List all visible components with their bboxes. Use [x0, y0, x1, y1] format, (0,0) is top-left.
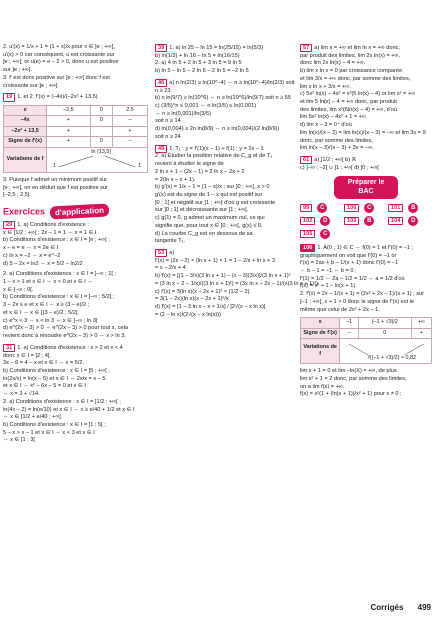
table-cell: +	[47, 116, 90, 126]
text-line: tangente T₁.	[155, 238, 186, 245]
exercise-57	[300, 44, 432, 153]
text-line: d) ln(0,004) ≥ 2n ln(8/9) ⇔ n ≥ ln(0,004)/(2 ln(8/9))	[155, 126, 280, 133]
text-line: revient à étudier le signe de	[155, 161, 224, 168]
answer-badge: C	[364, 203, 374, 213]
text-line: 2. f'(x) = 2x – 1/(x + 1) = (2x² + 2x – 1)/(x + 1) ; sur	[300, 291, 425, 298]
exercise-number: 102	[300, 217, 315, 225]
text-line: = (2 – ln x)/(2√(x – x ln(x)))	[155, 311, 222, 318]
text-line: ln(4x – 2) = ln(e/10) et x ∈ I ⇔ x ≥ e/40 + 1/2 et x ∈ I	[3, 406, 135, 413]
text-line: x – e = e ⇔ x = 2e ∈ I	[3, 245, 59, 252]
text-line: 3 – 2x ≤ e et x ∈ I ⇔ x ≥ (3 – e)/2 ;	[3, 302, 90, 309]
text-line: ⇔ x ∈ ]1 ; 3[	[3, 437, 35, 444]
table-cell: Signe de f'(x)	[301, 328, 340, 338]
section-header	[3, 205, 148, 217]
text-line: même que celui de 2x² + 2x – 1.	[300, 306, 380, 313]
text-line: sur ]0 ; 1[ et décroissante sur ]1 ; +∞[.	[155, 207, 249, 214]
table-cell: +	[411, 328, 431, 338]
text-line: f'(1) = 1/2 ⇔ 2a – 1/2 = 1/2 ⇔ a = 1/2 d'où	[300, 275, 405, 282]
table-cell: 0	[90, 116, 112, 126]
exercise-number: 104	[388, 217, 403, 225]
exercise-number: 100	[344, 204, 359, 212]
text-line: b) Conditions d'existence : x ∈ I = ]1 ; 5[ ;	[3, 421, 106, 428]
text-line: b) ln 5 – ln 5 – 2 ln 5 – 2 ln 5 = –2 ln 5	[155, 68, 249, 75]
exercise-106	[300, 244, 432, 399]
bac-item	[300, 203, 344, 213]
text-line: on a lim f(x) = +∞.	[300, 383, 345, 390]
text-line: f'(x) = 2ax + b – 1/(x + 1) donc f'(0) = –1	[300, 260, 399, 267]
exercise-19	[3, 93, 148, 200]
text-line: a)	[169, 249, 175, 256]
exercise-number: 53	[155, 249, 167, 257]
text-line: c) e^x < 3 ⇔ x < ln 3 ⇔ x ∈ ]–∞ ; ln 3[	[3, 317, 98, 324]
text-line: par produit des limites, lim 2x ln(x) = +∞,	[300, 52, 401, 59]
exercise-39	[155, 44, 293, 76]
text-line: ⇔ n ≥ ln(0,001)/ln(3/5)	[155, 110, 211, 117]
text-line: donc lim 2x ln(x) – 4 = +∞.	[300, 60, 366, 67]
text-line: graphiquement on voit que f'(0) = –1 or	[300, 252, 397, 259]
text-line: 5 – x > x – 1 et x ∈ I ⇔ x < 3 et x ∈ I	[3, 429, 95, 436]
text-line: b) n ln(9/7) ≥ ln(10^6) ⇔ n ≥ ln(10^6)/ln(9/7) soit n ≥ 55	[155, 95, 292, 102]
text-line: d) 5 – 2x = ln2 ⇔ x = 5/2 – ln2/2	[3, 260, 83, 267]
right-value: 1	[138, 163, 142, 170]
variation-table	[3, 105, 148, 173]
text-line: et lim 3/x = +∞ donc, par somme des limites,	[300, 75, 411, 82]
table-cell: (–1 + √3)/2	[358, 318, 411, 328]
exercise-number: 103	[344, 217, 359, 225]
text-line: revient donc à résoudre e^(2x – 3) > 0 ⇔ x > ln 3.	[3, 333, 126, 340]
table-cell: –	[340, 328, 359, 338]
text-line: croissante sur ]e ; +∞[.	[3, 82, 60, 89]
text-line: n ≥ 23	[155, 87, 171, 94]
bac-item	[300, 216, 344, 226]
bac-item	[344, 203, 388, 213]
text-line: ]–1 ; +∞[, x + 1 > 0 donc le signe de f'(x) est le	[300, 298, 415, 305]
exercise-49	[155, 145, 293, 246]
exercise-number: 29	[3, 221, 15, 229]
text-line: 2. a) Conditions d'existence : x ∈ I = ]1/2 ; +∞[ ;	[3, 398, 121, 405]
text-line: soit n ≥ 14	[155, 118, 181, 125]
text-line: lim ln(x)/(x – 3) = lim ln(x)/(x – 3) = –∞ et lim 3x = 9	[300, 129, 426, 136]
answer-badge: B	[408, 203, 418, 213]
text-line: x ∈ ]–∞ ; 0[.	[3, 286, 34, 293]
text-line: b) lim x ln x = 0 par croissance comparée	[300, 68, 403, 75]
text-line: lim x² + 1 = 2 donc, par somme des limites,	[300, 375, 407, 382]
exercise-continuation	[3, 44, 148, 90]
text-line: et x ∈ I ⇔ x² – 6x – 5 = 0 et x ∈ I	[3, 383, 86, 390]
text-line: [e ; +∞[, on en déduit que f est positive sur	[3, 184, 108, 191]
table-cell: +	[112, 126, 147, 136]
column-left	[3, 44, 148, 448]
exercise-number: 39	[155, 44, 167, 52]
answer-badge: B	[364, 216, 374, 226]
left-value: 1	[53, 163, 57, 170]
exercise-number: 19	[3, 93, 15, 101]
text-line: c) g(1) = 0, g admet un maximum nul, ce qui	[155, 215, 265, 222]
text-line: ⇔ x ∈ [1/2 + e/40 ; +∞[.	[3, 414, 63, 421]
section-title: Exercices	[3, 206, 46, 217]
text-line: lim ln(x – 3)/(x – 3) + 3x = –∞.	[300, 145, 374, 152]
answer-badge: D	[408, 216, 418, 226]
text-line: 3x – 6 = 4 – x et x ∈ I ⇔ x = 5/2.	[3, 360, 85, 367]
table-cell: –4x	[4, 116, 47, 126]
exercise-number: 105	[300, 230, 315, 238]
text-line: ]e ; +∞[; or u(e) = e – 2 > 0, donc u est positive	[3, 59, 119, 66]
chapter-label: Corrigés	[370, 602, 404, 612]
page-number: 499	[417, 602, 431, 612]
table-cell: +	[47, 137, 90, 147]
text-line: d) e^(2x – 3) > 0 ⇔ e^(2x – 3) > 0 pour tout x, cela	[3, 325, 128, 332]
exercise-number: 49	[155, 145, 167, 153]
text-line: c) 5x² ln(x) – 4x² = x²(5 ln(x) – 4) or lim x² = +∞	[300, 91, 416, 98]
text-line: = (3 ln x – 2 – 1/x)/((3 ln x + 1)²) = (3x ln x – 2x – 1)/(x(3 ln x + 1)²)	[155, 280, 318, 287]
text-line: 3. Puisque f admet un minimum positif sur	[3, 176, 108, 183]
text-line: 2 ln x + 1 – (2x – 1) = 2 ln x – 2x + 2	[155, 168, 245, 175]
text-line: d) La courbe C_g est en dessous de sa	[155, 230, 253, 237]
table-cell: Signe de f'(x)	[4, 137, 47, 147]
page-footer	[371, 602, 432, 613]
text-line: lim x + 1 = 0 et lim –ln(X) = +∞, de plus	[300, 368, 397, 375]
text-line: c) ]–∞ ; –2[ ∪ ]1 ; +∞[ d) ]0 ; +∞[	[300, 164, 379, 171]
exercise-number: 61	[300, 156, 312, 164]
text-line: c) ln x = –2 ⇔ x = e^–2	[3, 252, 61, 259]
text-line: 2. a) Étudier la position relative de C_g et de T₁	[155, 153, 273, 160]
table-cell: +	[47, 126, 90, 136]
table-cell: x	[4, 106, 47, 116]
text-line: 2. u'(x) = 1/x + 1 = (1 + x)/x pour x ∈ ]e ; +∞[,	[3, 44, 115, 50]
text-line: ]0 ; 1[ et négatif sur ]1 ; +∞[ d'où g est croissante	[155, 199, 276, 206]
exercise-number: 31	[3, 344, 15, 352]
text-line: b) Conditions d'existence : x ∈ I = ]5 ; +∞[ ;	[3, 367, 110, 374]
text-line: signifie que, pour tout x ∈ ]0 ; +∞[, g(x) ≤ 0.	[155, 222, 263, 229]
text-line: b) f'(x) = [(1 – 3/x)(3 ln x + 1) – (x – 3)(3/x)]/(3 ln x + 1)²	[155, 273, 291, 280]
text-line: 1. T₁ : y = f'(1)(x – 1) + f(1) ; y = 2x – 1	[169, 145, 264, 152]
table-cell: –2,5	[47, 106, 90, 116]
text-line: a) lim x = +∞ et lim ln x = +∞ donc,	[314, 45, 400, 51]
answer-badge: C	[317, 203, 327, 213]
exercise-number: 57	[300, 44, 312, 52]
exercise-number: 101	[388, 204, 403, 212]
text-line: ⇔ x = 3 + √14.	[3, 391, 40, 398]
text-line: ln(2x/x) = ln(x – 5) et x ∈ I ⇔ 2x/x = x – 5	[3, 375, 106, 382]
bac-item	[300, 229, 344, 239]
text-line: f(x) = x²(1 + (ln(x + 1))/x² + 1) pour x ≠ 0 ;	[300, 391, 402, 398]
bac-item	[344, 216, 388, 226]
bac-answer-grid	[300, 203, 432, 239]
bac-prep-section	[300, 176, 432, 239]
table-cell: –2x² + 13,5	[4, 126, 47, 136]
text-line: c) f'(x) = 3(ln x)(x – 2x + 1)² × (1/2 – 2)	[155, 288, 250, 295]
text-line: 2. a) 4 ln 5 + 2 ln 5 + 3 ln 5 = 9 ln 5	[155, 60, 242, 67]
text-line: a) ]1/2 ; +∞[ b) ℝ	[314, 157, 357, 164]
table-cell: Variations de f	[4, 147, 47, 172]
text-line: sur ]e ; +∞[.	[3, 67, 33, 74]
text-line: 1. A(0 ; 1) ∈ C ⇔ f(0) = 1 et f'(0) = –1 ;	[317, 244, 414, 251]
answer-badge: D	[320, 216, 330, 226]
bac-title: Préparer le BAC	[334, 176, 398, 199]
text-line: a) n ln(2/3) ≥ ln(10^–4) ⇔ n ≥ ln(10^–4)/ln(2/3) soit	[169, 79, 295, 86]
text-line: lim x ln x + 3/x = +∞.	[300, 83, 351, 90]
text-line: et lim 5 ln(x) – 4 = +∞ donc, par produit	[300, 99, 397, 106]
bac-item	[388, 203, 432, 213]
variation-arrows-icon	[342, 340, 429, 362]
text-line: = x – 2/x + 4	[155, 265, 186, 272]
text-line: 1. a) Conditions d'existence : x > 2 et x < 4	[17, 344, 123, 351]
table-cell: –	[112, 116, 147, 126]
exercise-31	[3, 344, 148, 445]
text-line: [–2,5 ; 2,5].	[3, 192, 31, 199]
text-line: ⇔ b – 1 = –1 ⇔ b = 0 ;	[300, 267, 357, 274]
text-line: 3. f' est donc positive sur ]e ; +∞[ donc f est	[3, 74, 110, 81]
text-line: f(x) = x² + 1 – ln(x + 1).	[300, 283, 357, 290]
text-line: b) Conditions d'existence : x ∈ I = ]–∞ ; 5/2[ ;	[3, 294, 115, 301]
text-line: d) lim x – 3 = 0⁺ d'où	[300, 122, 352, 129]
table-cell: 0	[358, 328, 411, 338]
variation-table	[300, 317, 432, 364]
text-line: soit n ≥ 24	[155, 133, 181, 140]
min-value: f((–1 + √3)/2) ≈ 0,82	[368, 354, 417, 361]
table-cell: Variations de f	[301, 339, 340, 364]
exercise-number: 99	[300, 204, 312, 212]
text-line: donc x ∈ I = ]2 ; 4[.	[3, 352, 51, 359]
exercise-number: 106	[300, 244, 315, 252]
table-cell: –1	[340, 318, 359, 328]
answer-badge: C	[320, 229, 330, 239]
text-line: x ∈ ]1/2 ; +∞[ ; 2x – 1 = 1 ⇔ x = 1 ∈ I	[3, 229, 97, 236]
table-cell: 2,5	[112, 106, 147, 116]
table-cell: x	[301, 318, 340, 328]
text-line: c) (3/5)^n ≤ 0,001 ⇔ n ln(3/5) ≤ ln(0,001)	[155, 103, 257, 110]
text-line: lim 5x² ln(x) – 4x² + 1 = +∞.	[300, 114, 368, 121]
text-line: = 2(ln x – x + 1).	[155, 176, 196, 183]
text-line: g'(x) est du signe de 1 – x qui est positif sur	[155, 191, 263, 198]
text-line: d) f'(x) = [1 – 3 ln x – x × 1/x] / [2√(x – x ln x)]	[155, 304, 266, 310]
text-line: 1. et 2. f'(x) = (–4x)/(–2x² + 13,5)	[17, 94, 98, 101]
text-line: donc, par somme des limites,	[300, 137, 373, 144]
section-pill: d'application	[49, 203, 109, 219]
bac-item	[388, 216, 432, 226]
exercise-number: 46	[155, 79, 167, 87]
variation-arrows-icon	[49, 149, 145, 171]
exercise-29	[3, 221, 148, 268]
max-value: ln (13,5)	[91, 148, 112, 155]
table-cell: +∞	[411, 318, 431, 328]
text-line: 1 – x > 1 et x ∈ I ⇔ x < 0 et x ∈ I ⇔	[3, 279, 93, 286]
text-line: b) Conditions d'existence : x ∈ I = ]e ; +∞[ ;	[3, 237, 110, 244]
table-cell: 0	[90, 137, 112, 147]
exercise-30	[3, 271, 148, 340]
text-line: et x ∈ I ⇔ x ∈ [(3 – e)/2 ; 5/2[.	[3, 309, 79, 316]
variation-arrows	[47, 147, 148, 172]
text-line: u'(x) > 0 car conséquent, u est croissante sur	[3, 51, 115, 58]
text-line: 1. a) Conditions d'existence :	[17, 222, 89, 228]
text-line: b) ln(1/3) + ln 16 – ln 5 = ln(16/15)	[155, 52, 240, 59]
text-line: 1. a) ln 25 – ln 15 = ln(25/15) = ln(5/3)	[169, 45, 264, 51]
exercise-61	[300, 156, 432, 172]
exercise-53	[155, 249, 318, 319]
text-line: f'(x) = (2x – 2) × (ln x + 1) × 1 = 1 – 2/x + ln x + 3	[155, 257, 275, 264]
text-line: = 3(1 – 2x)(ln x)(x – 2x + 1)²/x	[155, 296, 229, 303]
text-line: des limites, lim x²(5ln(x) – 4) = +∞, d'où	[300, 106, 398, 113]
variation-arrows	[340, 339, 432, 364]
table-cell: –	[112, 137, 147, 147]
text-line: b) g'(x) = 1/x – 1 = (1 – x)/x ; sur ]0 ; +∞[, x > 0	[155, 184, 270, 191]
text-line: 2. a) Conditions d'existence : x ∈ I = ]–∞ ; 1[ ;	[3, 271, 117, 278]
exercise-46	[155, 79, 293, 142]
table-cell: 0	[90, 106, 112, 116]
column-right	[300, 44, 432, 402]
